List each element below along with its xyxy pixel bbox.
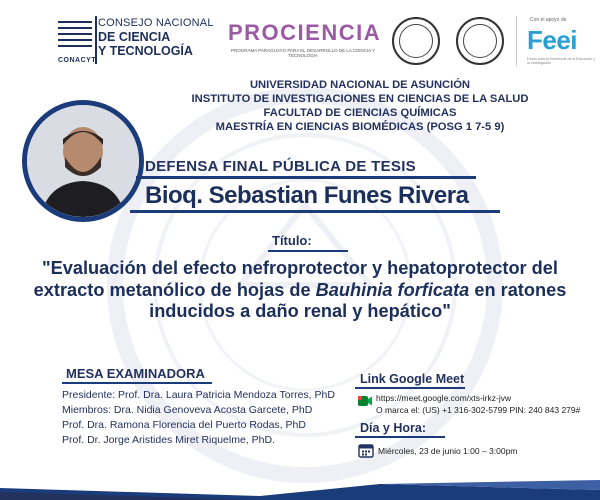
committee-line-4: Prof. Dr. Jorge Aristides Miret Riquelme, PhD. bbox=[62, 434, 275, 446]
feei-subtitle: Fondo para la Excelencia de la Educación y la Investigación bbox=[527, 57, 596, 65]
date-heading: Día y Hora: bbox=[360, 421, 426, 435]
committee-line-3: Prof. Dra. Ramona Florencia del Puerto Rodas, PhD bbox=[62, 419, 306, 431]
meet-phone: O marca el: (US) +1 316-302-5799 PIN: 240 843 279# bbox=[376, 405, 581, 415]
conacyt-acronym: CONACYT bbox=[58, 57, 97, 64]
title-underline bbox=[268, 250, 348, 252]
thesis-species: Bauhinia forficata bbox=[315, 279, 470, 300]
heading-rule-1 bbox=[136, 176, 476, 179]
feei-logo: Feei bbox=[527, 25, 578, 55]
institution-line-1: UNIVERSIDAD NACIONAL DE ASUNCIÓN bbox=[249, 79, 471, 91]
institution-line-2: INSTITUTO DE INVESTIGACIONES EN CIENCIAS DE LA SALUD bbox=[191, 93, 529, 105]
university-seal-icon bbox=[392, 17, 440, 65]
google-meet-icon bbox=[357, 393, 373, 409]
title-label: Título: bbox=[272, 233, 312, 248]
feei-divider bbox=[516, 16, 517, 66]
committee-line-2: Miembros: Dra. Nidia Genoveva Acosta Garcete, PhD bbox=[62, 404, 313, 416]
committee-line-1: Presidente: Prof. Dra. Laura Patricia Mendoza Torres, PhD bbox=[62, 389, 335, 401]
date-rule bbox=[355, 436, 445, 438]
candidate-photo bbox=[22, 100, 144, 222]
institution-line-4: MAESTRÍA EN CIENCIAS BIOMÉDICAS (POSG 1 7-5 9) bbox=[215, 121, 505, 133]
calendar-icon bbox=[358, 442, 374, 458]
feei-support-text: Con el apoyo de bbox=[530, 17, 567, 23]
institution-line-3: FACULTAD DE CIENCIAS QUÍMICAS bbox=[263, 107, 457, 119]
meet-rule bbox=[355, 387, 465, 389]
conacyt-line3: Y TECNOLOGÍA bbox=[98, 44, 193, 58]
bottom-decoration bbox=[0, 478, 600, 500]
faculty-seal-icon bbox=[456, 17, 504, 65]
heading-rule-2 bbox=[130, 210, 500, 213]
defense-heading: DEFENSA FINAL PÚBLICA DE TESIS bbox=[145, 158, 416, 175]
person-silhouette-icon bbox=[27, 105, 139, 217]
candidate-name: Bioq. Sebastian Funes Rivera bbox=[145, 182, 469, 209]
thesis-title-part2: en ratones inducidos a daño renal y hepático" bbox=[149, 279, 567, 321]
conacyt-logo-icon bbox=[56, 16, 94, 56]
conacyt-line1: CONSEJO NACIONAL bbox=[98, 17, 214, 29]
meet-url[interactable]: https://meet.google.com/xts-irkz-jvw bbox=[376, 393, 512, 403]
committee-heading: MESA EXAMINADORA bbox=[66, 366, 205, 381]
thesis-title bbox=[20, 258, 580, 323]
meet-heading: Link Google Meet bbox=[360, 372, 465, 386]
prociencia-subtitle: PROGRAMA PARAGUAYO PARA EL DESARROLLO DE LA CIENCIA Y TECNOLOGÍA bbox=[230, 48, 376, 58]
thesis-title-part1: "Evaluación del efecto nefroprotector y hepatoprotector del extracto metanólico de hojas de bbox=[33, 258, 558, 300]
prociencia-logo: PROCIENCIA bbox=[228, 20, 382, 45]
conacyt-line2: DE CIENCIA bbox=[98, 30, 171, 44]
conacyt-name bbox=[98, 16, 218, 58]
date-value: Miércoles, 23 de junio 1:00 – 3:00pm bbox=[378, 446, 518, 456]
committee-rule bbox=[62, 382, 212, 384]
